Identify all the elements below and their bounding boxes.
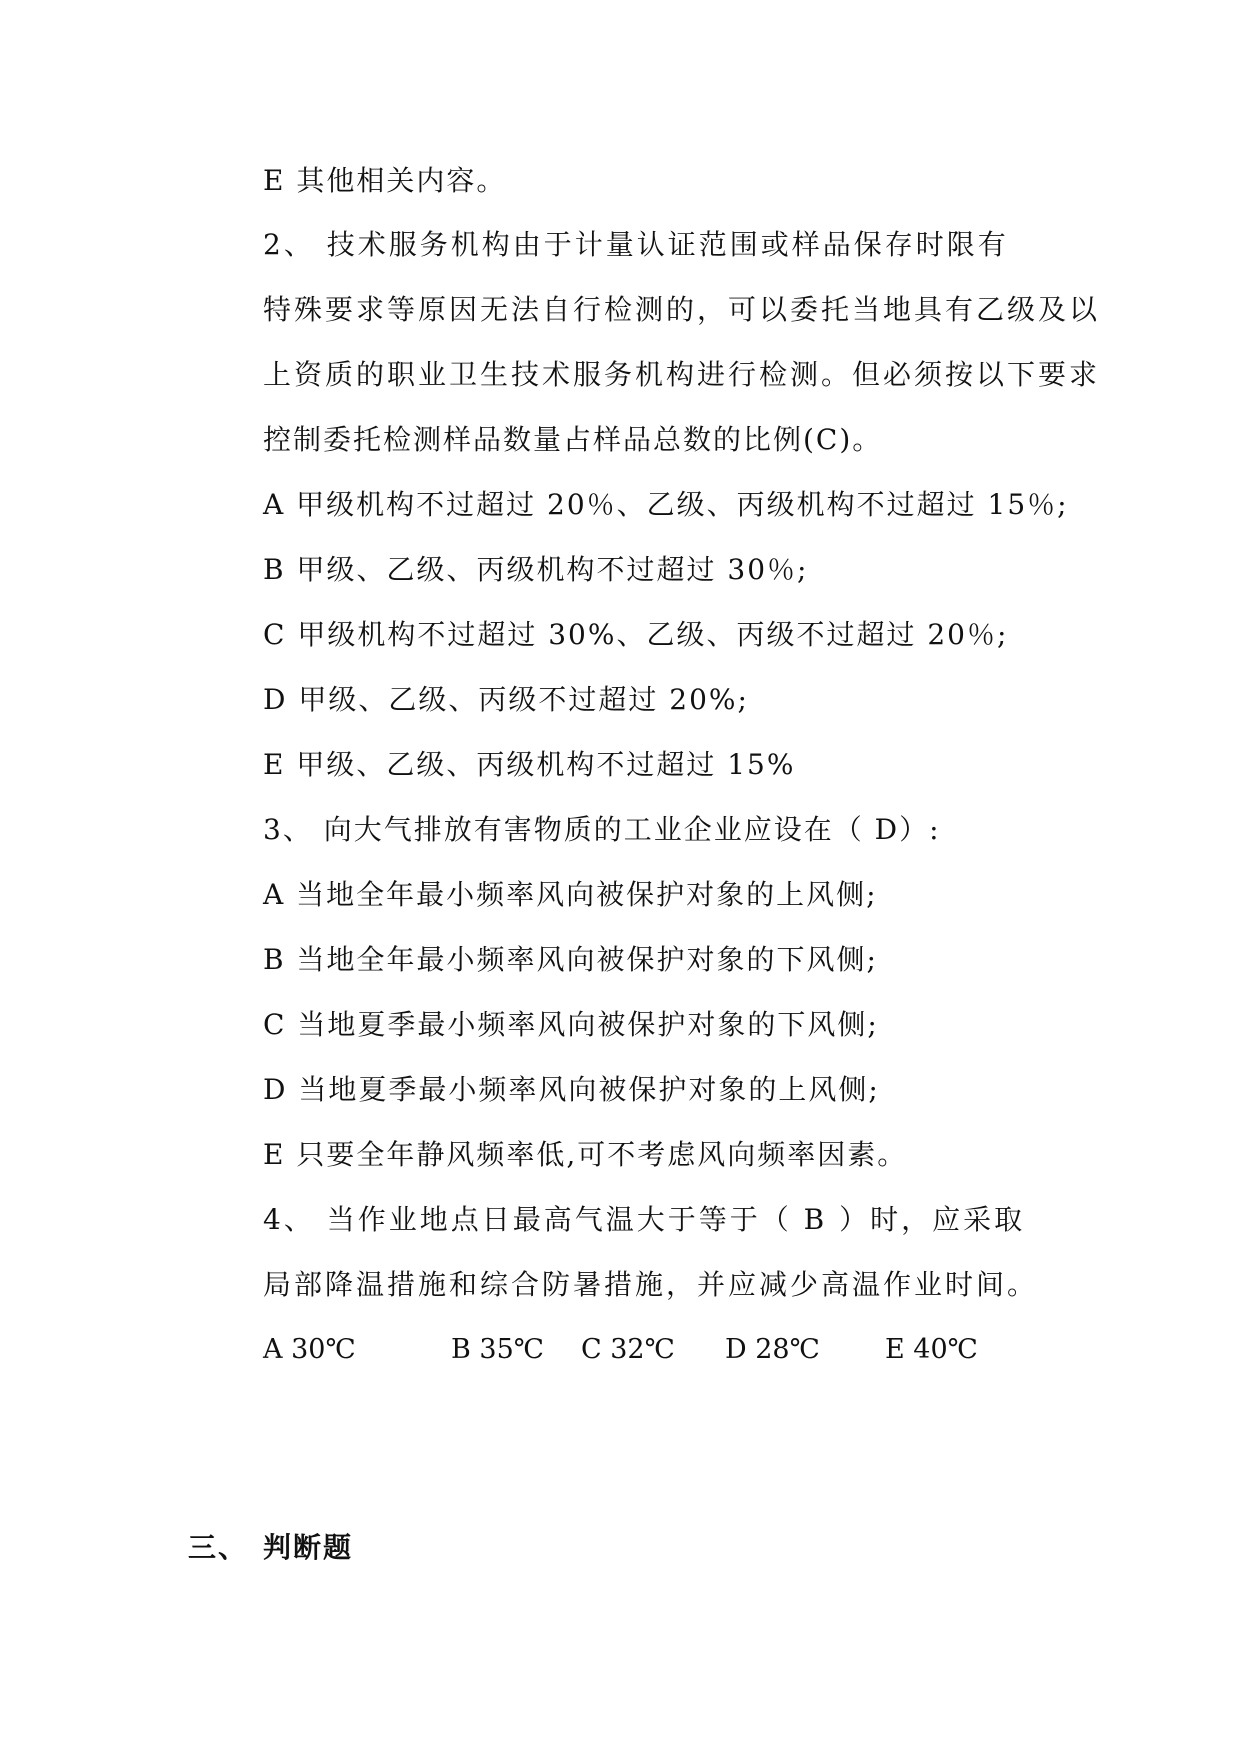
question-2-text-line-4: 控制委托检测样品数量占样品总数的比例(C)。 [263,423,883,456]
answer-option-b-q3: B 当地全年最小频率风向被保护对象的下风侧; [263,943,878,976]
answer-option-d-q2: D 甲级、乙级、丙级不过超过 20%; [263,683,749,716]
answer-option-e-q4: E 40℃ [885,1334,978,1365]
answer-option-c-q3: C 当地夏季最小频率风向被保护对象的下风侧; [263,1008,879,1041]
section-number: 三、 [188,1531,249,1564]
answer-option-b-q2: B 甲级、乙级、丙级机构不过超过 30％; [263,553,809,586]
answer-option-b-q4: B 35℃ [451,1334,544,1365]
question-4-options [263,1330,983,1370]
question-4-text-line-2: 局部降温措施和综合防暑措施，并应减少高温作业时间。 [263,1268,1039,1301]
answer-option-d-q3: D 当地夏季最小频率风向被保护对象的上风侧; [263,1073,880,1106]
question-3-text: 3、 向大气排放有害物质的工业企业应设在（ D）: [263,813,941,846]
answer-option-a-q2: A 甲级机构不过超过 20％、乙级、丙级机构不过超过 15％; [263,488,1069,521]
question-2-text-line-1: 2、 技术服务机构由于计量认证范围或样品保存时限有 [263,228,1009,261]
answer-option-e-q3: E 只要全年静风频率低,可不考虑风向频率因素。 [263,1138,908,1171]
question-4-text-line-1: 4、 当作业地点日最高气温大于等于（ B ）时，应采取 [263,1203,1026,1236]
answer-option-e-q1: E 其他相关内容。 [263,164,507,197]
question-2-text-line-3: 上资质的职业卫生技术服务机构进行检测。但必须按以下要求 [263,358,1101,391]
section-title: 判断题 [263,1531,354,1564]
answer-option-c-q2: C 甲级机构不过超过 30%、乙级、丙级不过超过 20％; [263,618,1009,651]
answer-option-a-q4: A 30℃ [263,1334,356,1365]
answer-option-d-q4: D 28℃ [725,1334,820,1365]
question-2-text-line-2: 特殊要求等原因无法自行检测的，可以委托当地具有乙级及以 [263,293,1101,326]
answer-option-a-q3: A 当地全年最小频率风向被保护对象的上风侧; [263,878,878,911]
answer-option-e-q2: E 甲级、乙级、丙级机构不过超过 15% [263,748,796,781]
answer-option-c-q4: C 32℃ [581,1334,675,1365]
